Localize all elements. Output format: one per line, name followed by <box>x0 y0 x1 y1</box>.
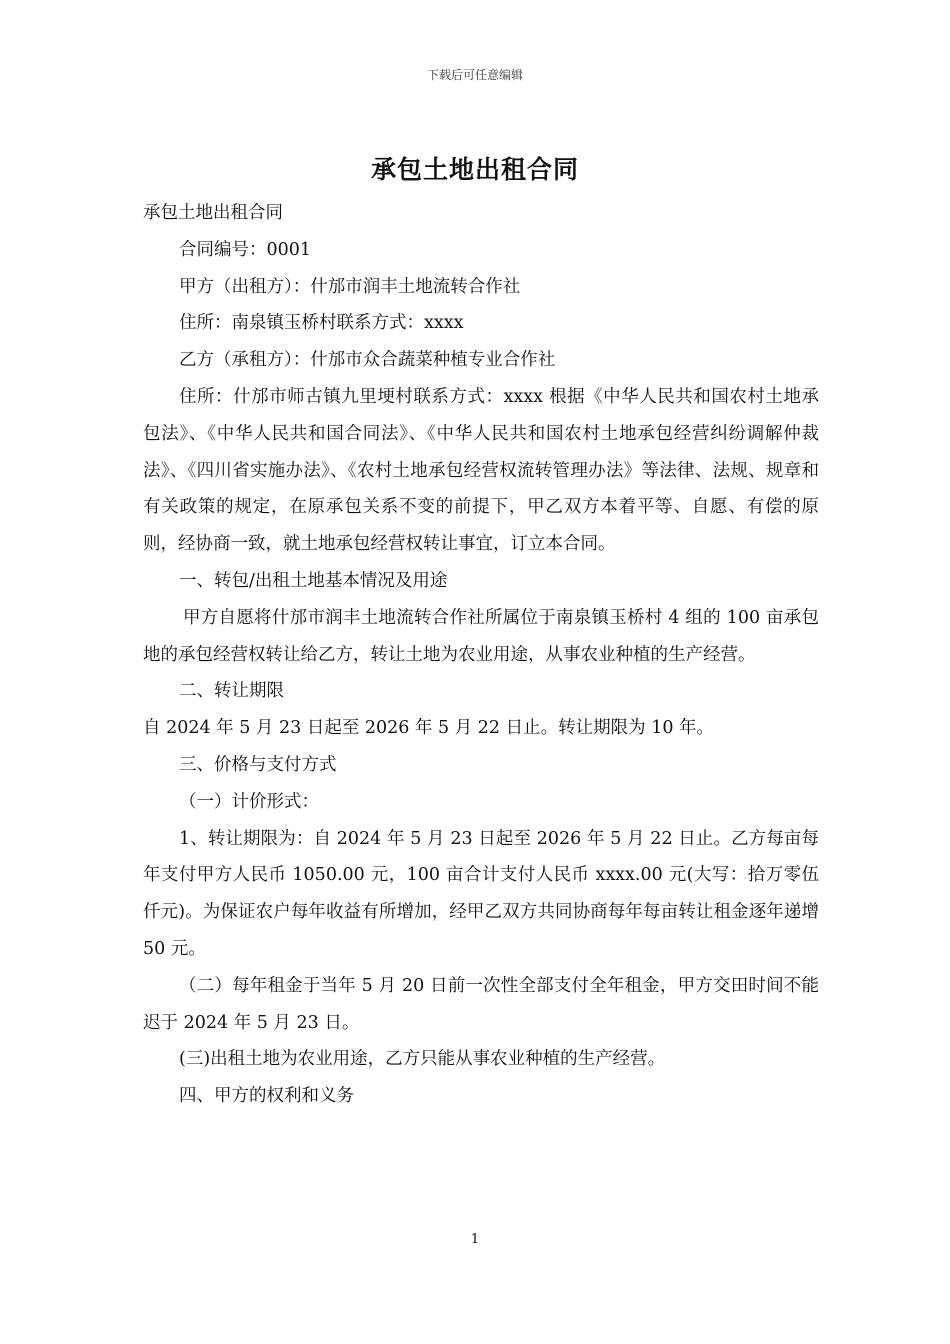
section-heading-3: 三、价格与支付方式 <box>179 754 337 775</box>
page-number: 1 <box>470 1232 480 1247</box>
paragraph-party-a: 甲方（出租方）：什邡市润丰土地流转合作社 <box>179 276 521 297</box>
paragraph-party-b-address-basis: 住所：什邡市师古镇九里埂村联系方式：xxxx 根据《中华人民共和国农村土地承包法》、《中华人民共和国合同法》、《中华人民共和国农村土地承包经营纠纷调解仲裁法》、《四川省实施办法》、《农村土地承包经营权流转管理办法》等法律、法规、规章和有关政策的规定，在原承包关系不变的前提下，甲乙双方本着平等、自愿、有偿的原则，经协商一致，就土地承包经营权转让事宜，订立本合同。 <box>143 386 819 555</box>
paragraph-land-use: (三)出租土地为农业用途，乙方只能从事农业种植的生产经营。 <box>179 1049 666 1070</box>
subsection-pricing: （一）计价形式： <box>179 791 319 812</box>
paragraph-pricing-detail: 1、转让期限为：自 2024 年 5 月 23 日起至 2026 年 5 月 22 日止。乙方每亩每年支付甲方人民币 1050.00 元，100 亩合计支付人民币 xxxx.00 元(大写：拾万零伍仟元)。为保证农户每年收益有所增加，经甲乙双方共同协商每年每亩转让租金逐年递增 50 元。 <box>143 828 819 959</box>
paragraph-land-description: 甲方自愿将什邡市润丰土地流转合作社所属位于南泉镇玉桥村 4 组的 100 亩承包地的承包经营权转让给乙方，转让土地为农业用途，从事农业种植的生产经营。 <box>143 607 819 665</box>
document-title: 承包土地出租合同 <box>370 155 579 184</box>
paragraph-party-b: 乙方（承租方）：什邡市众合蔬菜种植专业合作社 <box>179 350 556 371</box>
document-body <box>143 195 819 1115</box>
paragraph-payment-deadline: （二）每年租金于当年 5 月 20 日前一次性全部支付全年租金，甲方交田时间不能迟于 2024 年 5 月 23 日。 <box>143 975 819 1033</box>
section-heading-4: 四、甲方的权利和义务 <box>179 1086 354 1107</box>
paragraph-term: 自 2024 年 5 月 23 日起至 2026 年 5 月 22 日止。转让期限为 10 年。 <box>143 718 715 739</box>
paragraph-subtitle: 承包土地出租合同 <box>143 203 283 223</box>
paragraph-party-a-address: 住所：南泉镇玉桥村联系方式：xxxx <box>179 313 464 334</box>
page-header-note: 下载后可任意编辑 <box>426 68 523 82</box>
section-heading-1: 一、转包/出租土地基本情况及用途 <box>179 570 448 591</box>
section-heading-2: 二、转让期限 <box>179 681 284 702</box>
paragraph-contract-number: 合同编号：0001 <box>179 239 312 260</box>
